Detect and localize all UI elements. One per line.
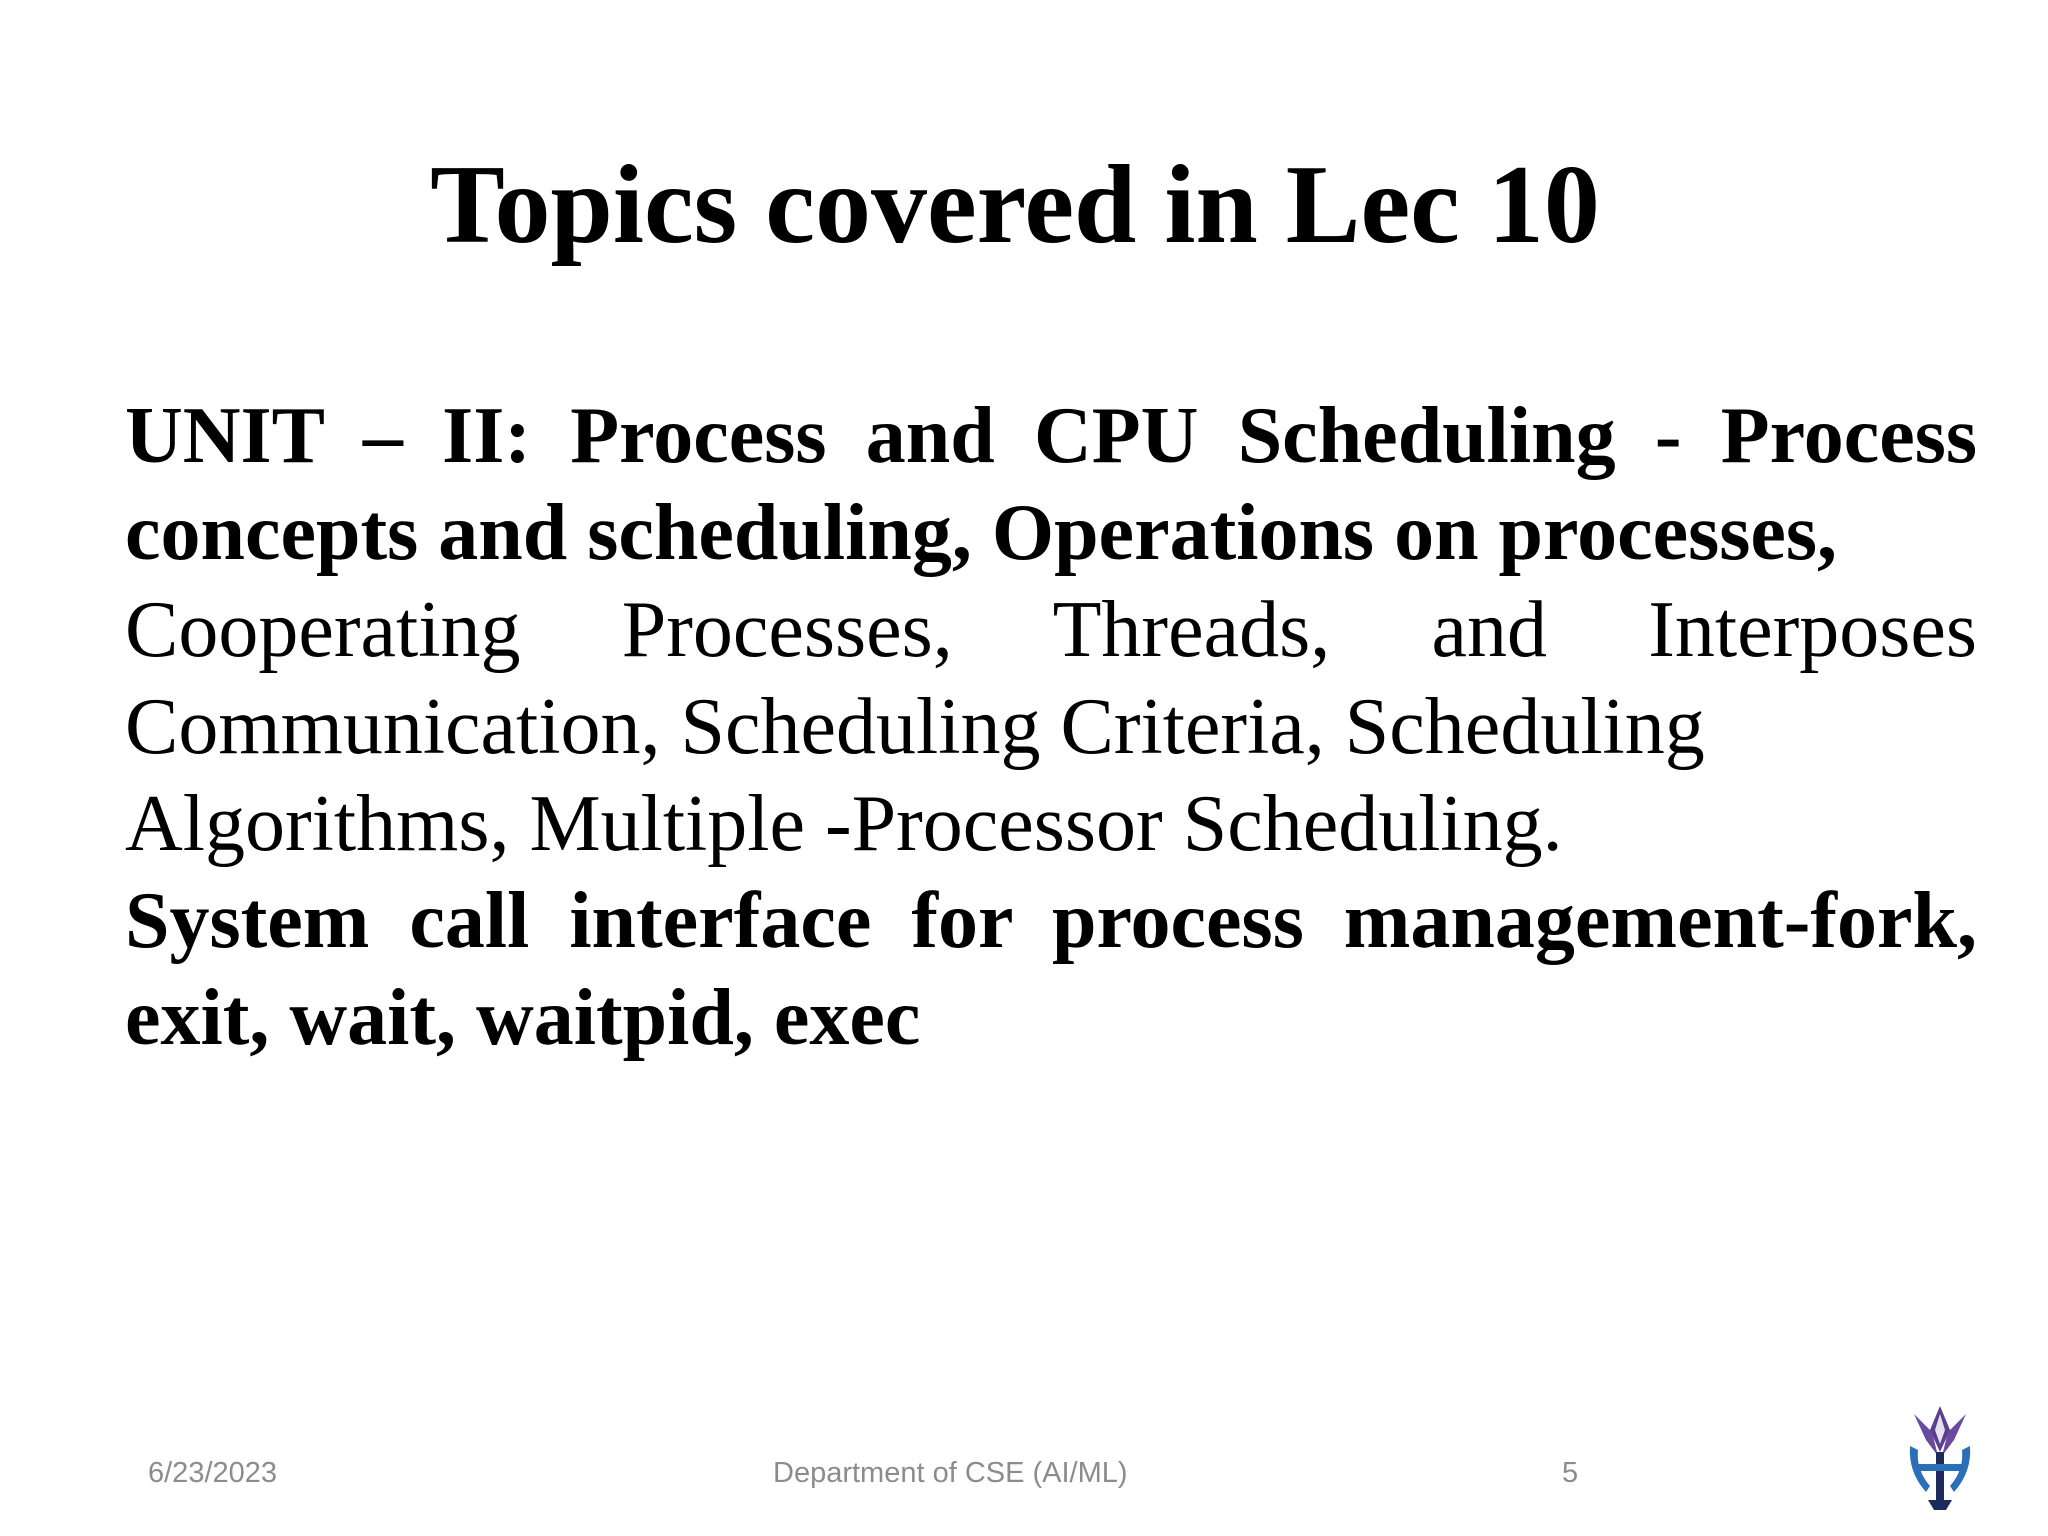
slide-body [125,388,1977,1067]
body-line-algorithms: Algorithms, Multiple -Processor Scheduling. [125,780,1563,868]
body-line-unit-heading: UNIT – II: Process and CPU Scheduling - Process [125,392,1977,480]
footer-department: Department of CSE (AI/ML) [773,1457,1128,1489]
body-line-system-call: System call interface for process management-fork, [125,877,1977,965]
slide-title: Topics covered in Lec 10 [430,143,1600,267]
body-line-exit-exec: exit, wait, waitpid, exec [125,974,921,1062]
body-line-process-concepts: concepts and scheduling, Operations on processes, [125,489,1838,577]
institution-emblem-icon [1906,1400,1974,1514]
body-line-communication: Communication, Scheduling Criteria, Scheduling [125,683,1705,771]
footer-date: 6/23/2023 [148,1457,278,1489]
body-line-cooperating: Cooperating Processes, Threads, and Interposes [125,586,1977,674]
footer-page-number: 5 [1562,1457,1579,1489]
